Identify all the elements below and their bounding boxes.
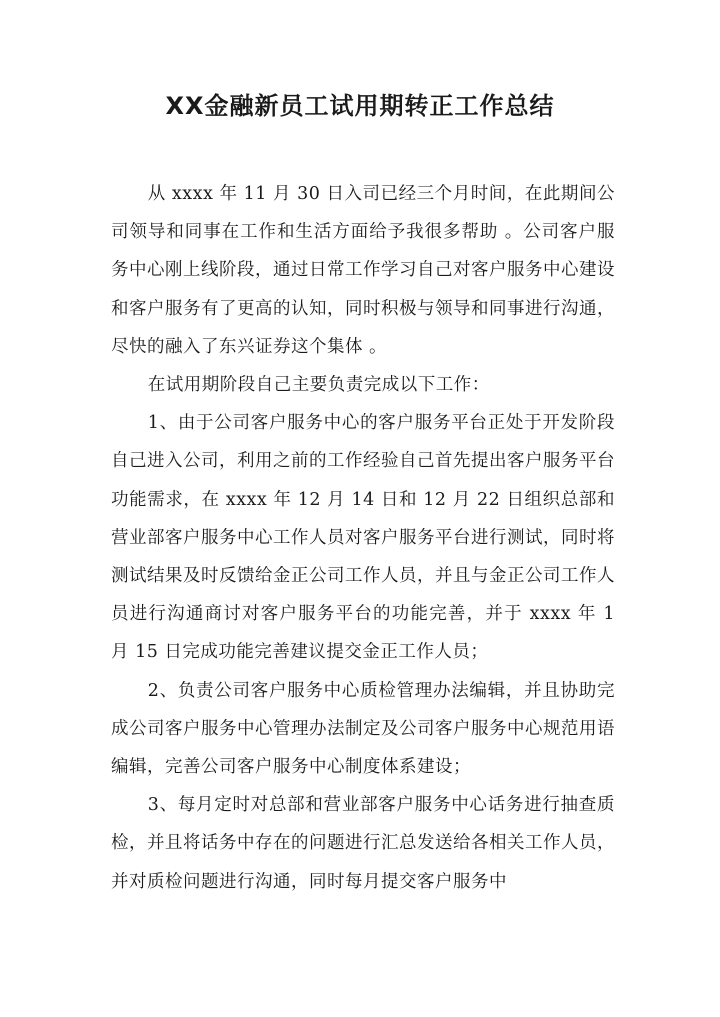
document-title: XX金融新员工试用期转正工作总结	[165, 92, 555, 120]
paragraph-work-overview: 在试用期阶段自己主要负责完成以下工作：	[147, 375, 490, 396]
paragraph-item-3: 3、每月定时对总部和营业部客户服务中心话务进行抽查质检，并且将话务中存在的问题进行汇总发送给各相关工作人员，并对质检问题进行沟通，同时每月提交客户服务中	[111, 795, 615, 892]
paragraph-intro: 从 xxxx 年 11 月 30 日入司已经三个月时间，在此期间公司领导和同事在工作和生活方面给予我很多帮助 。公司客户服务中心刚上线阶段，通过日常工作学习自己对客户服务中心建设和客户服务有了更高的认知，同时积极与领导和同事进行沟通，尽快的融入了东兴证券这个集体 。	[111, 184, 615, 357]
paragraph-item-2: 2、负责公司客户服务中心质检管理办法编辑，并且协助完成公司客户服务中心管理办法制定及公司客户服务中心规范用语编辑，完善公司客户服务中心制度体系建设；	[111, 680, 615, 778]
document-body	[111, 175, 615, 901]
paragraph-item-1: 1、由于公司客户服务中心的客户服务平台正处于开发阶段自己进入公司，利用之前的工作经验自己首先提出客户服务平台功能需求，在 xxxx 年 12 月 14 日和 12 月 22 日组织总部和营业部客户服务中心工作人员对客户服务平台进行测试，同时将测试结果及时反馈给金正公司工作人员，并且与金正公司工作人员进行沟通商讨对客户服务平台的功能完善，并于 xxxx 年 1 月 15 日完成功能完善建议提交金正工作人员；	[111, 413, 615, 663]
